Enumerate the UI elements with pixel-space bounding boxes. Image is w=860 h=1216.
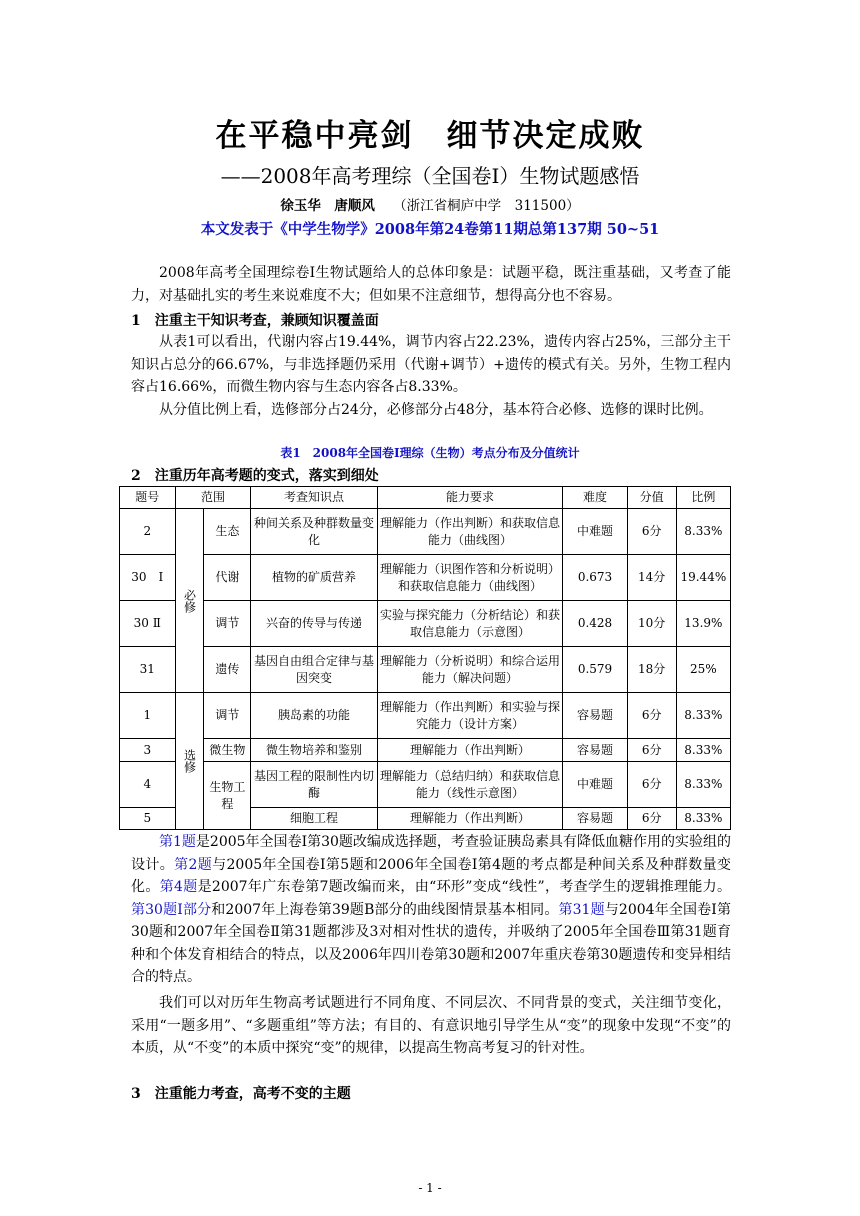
page-number: - 1 - — [418, 1181, 442, 1195]
publication-info: 本文发表于《中学生物学》2008年第24卷第11期总第137期 50~51 — [200, 221, 660, 238]
ability-cell: 理解能力（作出判断） — [377, 739, 563, 762]
header-cell: 范围 — [175, 487, 251, 509]
article-title: 在平稳中亮剑 细节决定成败 — [215, 118, 645, 154]
section-2-paragraph-2: 我们可以对历年生物高考试题进行不同角度、不同层次、不同背景的变式，关注细节变化，采用“一题多用”、“多题重组”等方法；有目的、有意识地引导学生从“变”的现象中发现“不变”的本质，从“不变”的本质中探究“变”的规律，以提高生物高考复习的针对性。 — [131, 995, 731, 1056]
ability-cell: 实验与探究能力（分析结论）和获取信息能力（示意图） — [377, 601, 563, 647]
area-cell: 微生物 — [204, 739, 251, 762]
ratio-cell: 8.33% — [676, 739, 730, 762]
table-row — [120, 555, 731, 601]
header-cell: 题号 — [120, 487, 176, 509]
section-1-heading: 1 注重主干知识考查，兼顾知识覆盖面 — [131, 313, 379, 329]
ratio-cell: 13.9% — [676, 601, 730, 647]
question-number: 1 — [120, 693, 176, 739]
area-cell: 生物工程 — [204, 762, 251, 830]
topic-cell: 兴奋的传导与传递 — [251, 601, 377, 647]
table-row — [120, 693, 731, 739]
table-row — [120, 762, 731, 808]
question-31-link[interactable]: 第31题 — [558, 901, 605, 918]
area-cell: 生态 — [204, 509, 251, 555]
paragraph-text: 与2005年全国卷I第5题和2006年全国卷I第4题的考点都是种间关系及种群数量变化。 — [131, 856, 731, 895]
topic-cell: 基因工程的限制性内切酶 — [251, 762, 377, 808]
header-cell: 难度 — [563, 487, 627, 509]
ability-cell: 理解能力（作出判断） — [377, 808, 563, 830]
group-elective: 选修 — [175, 693, 204, 830]
article-subtitle: ——2008年高考理综（全国卷I）生物试题感悟 — [220, 164, 640, 188]
ability-cell: 理解能力（分析说明）和综合运用能力（解决问题） — [377, 647, 563, 693]
header-cell: 分值 — [627, 487, 676, 509]
table-row — [120, 647, 731, 693]
table-row — [120, 509, 731, 555]
topic-cell: 细胞工程 — [251, 808, 377, 830]
ratio-cell: 8.33% — [676, 762, 730, 808]
difficulty-cell: 0.579 — [563, 647, 627, 693]
difficulty-cell: 0.428 — [563, 601, 627, 647]
author-affiliation: （浙江省桐庐中学 311500） — [393, 198, 580, 214]
difficulty-cell: 0.673 — [563, 555, 627, 601]
section-1-paragraph-1: 从表1可以看出，代谢内容占19.44%，调节内容占22.23%，遗传内容占25%，三部分主干知识占总分的66.67%，与非选择题仍采用（代谢+调节）+遗传的模式有关。另外，生物工程内容占16.66%，而微生物内容与生态内容各占8.33%。 — [131, 334, 731, 395]
section-2-heading: 2 注重历年高考题的变式，落实到细处 — [131, 468, 379, 484]
table-caption: 表1 2008年全国卷I理综（生物）考点分布及分值统计 — [280, 446, 580, 460]
score-cell: 14分 — [627, 555, 676, 601]
ratio-cell: 25% — [676, 647, 730, 693]
question-number: 31 — [120, 647, 176, 693]
table-row — [120, 739, 731, 762]
section-3-heading: 3 注重能力考查，高考不变的主题 — [131, 1086, 351, 1102]
question-4-link[interactable]: 第4题 — [159, 879, 198, 895]
header-cell: 考查知识点 — [251, 487, 377, 509]
table-header-row — [120, 487, 731, 509]
topic-cell: 植物的矿质营养 — [251, 555, 377, 601]
ratio-cell: 8.33% — [676, 509, 730, 555]
score-cell: 6分 — [627, 808, 676, 830]
question-number: 4 — [120, 762, 176, 808]
ability-cell: 理解能力（作出判断）和获取信息能力（曲线图） — [377, 509, 563, 555]
score-cell: 10分 — [627, 601, 676, 647]
section-2-paragraph-1 — [131, 831, 731, 989]
score-cell: 6分 — [627, 693, 676, 739]
table-row — [120, 601, 731, 647]
score-cell: 18分 — [627, 647, 676, 693]
difficulty-cell: 中难题 — [563, 509, 627, 555]
header-cell: 能力要求 — [377, 487, 563, 509]
question-1-link[interactable]: 第1题 — [159, 834, 196, 850]
ratio-cell: 19.44% — [676, 555, 730, 601]
header-cell: 比例 — [676, 487, 730, 509]
difficulty-cell: 中难题 — [563, 762, 627, 808]
score-cell: 6分 — [627, 762, 676, 808]
area-cell: 遗传 — [204, 647, 251, 693]
ability-cell: 理解能力（作出判断）和实验与探究能力（设计方案） — [377, 693, 563, 739]
question-2-link[interactable]: 第2题 — [174, 856, 213, 873]
difficulty-cell: 容易题 — [563, 693, 627, 739]
area-cell: 代谢 — [204, 555, 251, 601]
question-number: 3 — [120, 739, 176, 762]
question-30-part-1-link[interactable]: 第30题I部分 — [131, 901, 212, 918]
difficulty-cell: 容易题 — [563, 808, 627, 830]
author-names: 徐玉华 唐顺风 — [280, 198, 375, 214]
section-1-paragraph-2: 从分值比例上看，选修部分占24分，必修部分占48分，基本符合必修、选修的课时比例。 — [159, 402, 713, 418]
topic-cell: 微生物培养和鉴别 — [251, 739, 377, 762]
paragraph-text: 是2007年广东卷第7题改编而来，由“环形”变成“线性”，考查学生的逻辑推理能力。 — [197, 879, 731, 895]
author-line — [0, 194, 860, 214]
topic-cell: 种间关系及种群数量变化 — [251, 509, 377, 555]
question-number: 5 — [120, 808, 176, 830]
ability-cell: 理解能力（识图作答和分析说明）和获取信息能力（曲线图） — [377, 555, 563, 601]
ability-cell: 理解能力（总结归纳）和获取信息能力（线性示意图） — [377, 762, 563, 808]
group-required: 必修 — [175, 509, 204, 693]
topic-cell: 胰岛素的功能 — [251, 693, 377, 739]
difficulty-cell: 容易题 — [563, 739, 627, 762]
paragraph-text: 是2005年全国卷I第30题改编成选择题，考查验证胰岛素具有降低血糖作用的实验组的设计。 — [131, 834, 731, 873]
score-cell: 6分 — [627, 739, 676, 762]
paragraph-text: 和2007年上海卷第39题B部分的曲线图情景基本相同。 — [211, 901, 559, 918]
question-number: 2 — [120, 509, 176, 555]
question-number: 30 I — [120, 555, 176, 601]
area-cell: 调节 — [204, 693, 251, 739]
ratio-cell: 8.33% — [676, 693, 730, 739]
area-cell: 调节 — [204, 601, 251, 647]
ratio-cell: 8.33% — [676, 808, 730, 830]
topic-cell: 基因自由组合定律与基因突变 — [251, 647, 377, 693]
paragraph-text: 与2004年全国卷I第30题和2007年全国卷Ⅱ第31题都涉及3对相对性状的遗传，并吸纳了2005年全国卷Ⅲ第31题育种和个体发育相结合的特点，以及2006年四川卷第30题和2007年重庆卷第30题遗传和变异相结合的特点。 — [131, 901, 731, 985]
score-distribution-table — [119, 486, 731, 830]
question-number: 30 Ⅱ — [120, 601, 176, 647]
score-cell: 6分 — [627, 509, 676, 555]
intro-paragraph: 2008年高考全国理综卷I生物试题给人的总体印象是：试题平稳，既注重基础，又考查了能力，对基础扎实的考生来说难度不大；但如果不注意细节，想得高分也不容易。 — [131, 265, 731, 304]
